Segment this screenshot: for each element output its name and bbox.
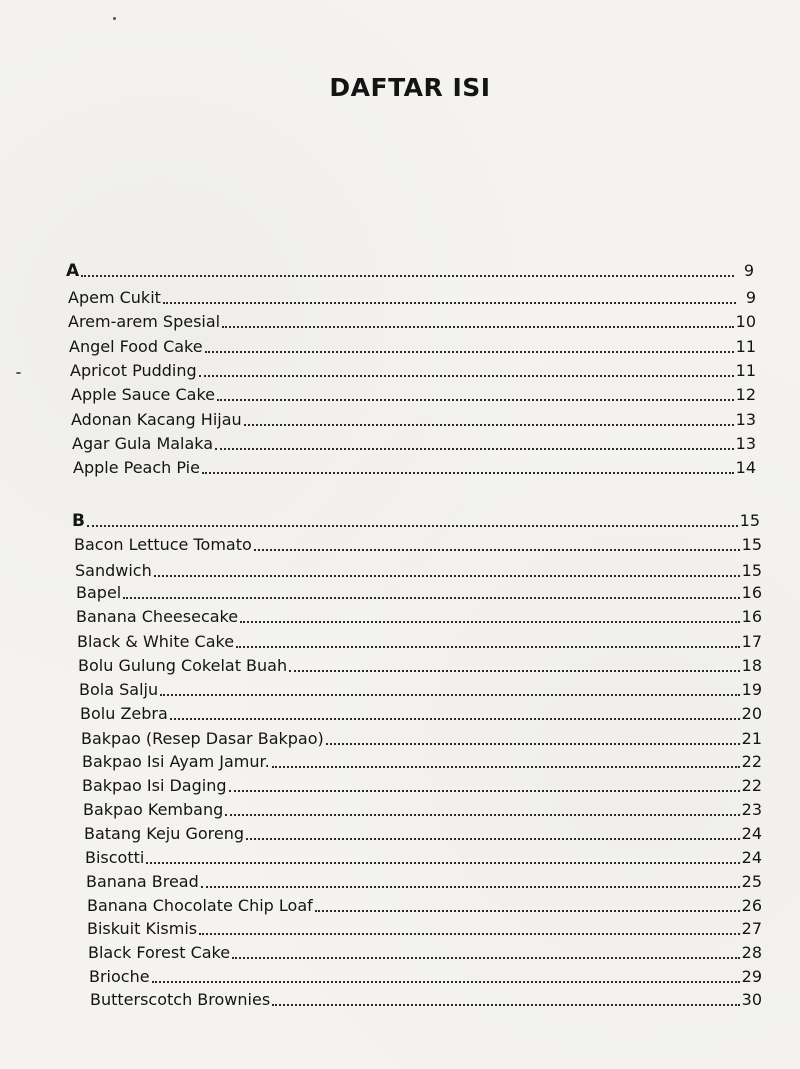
toc-page-number: 24 <box>741 824 762 843</box>
dot-leader <box>326 743 740 745</box>
toc-entry <box>90 987 762 1009</box>
toc-entry <box>72 431 756 453</box>
dot-leader <box>315 910 740 912</box>
dot-leader <box>87 525 738 527</box>
toc-page-number: 19 <box>741 680 762 699</box>
toc-entry-label: Banana Bread <box>86 872 199 891</box>
toc-page-number: 29 <box>741 967 762 986</box>
toc-page-number: 21 <box>741 729 762 748</box>
toc-page-number: 15 <box>741 561 762 580</box>
toc-entry <box>88 940 762 962</box>
toc-entry <box>75 558 762 580</box>
toc-page-number: 13 <box>735 410 756 429</box>
toc-entry <box>87 893 762 915</box>
toc-page-number: 14 <box>735 458 756 477</box>
toc-entry-label: A <box>66 261 80 281</box>
toc-page-number: 30 <box>741 990 762 1009</box>
toc-entry <box>84 821 762 843</box>
toc-entry <box>71 382 756 404</box>
toc-entry-label: Bacon Lettuce Tomato <box>74 535 252 554</box>
toc-page-number: 9 <box>743 261 754 280</box>
toc-entry <box>86 869 762 891</box>
toc-entry-label: Bakpao Kembang <box>83 800 224 819</box>
toc-entry-label: Apricot Pudding <box>70 361 197 380</box>
toc-entry <box>79 677 762 699</box>
toc-page-number: 16 <box>741 583 762 602</box>
toc-entry <box>71 407 756 429</box>
dot-leader <box>152 981 740 983</box>
dot-leader <box>201 886 740 888</box>
toc-page-number: 22 <box>741 776 762 795</box>
page-title: DAFTAR ISI <box>329 73 491 102</box>
dot-leader <box>205 351 734 353</box>
toc-entry <box>85 845 762 867</box>
toc-entry-label: Batang Keju Goreng <box>84 824 245 843</box>
dot-leader <box>81 275 734 277</box>
toc-entry-label: Bolu Gulung Cokelat Buah <box>78 656 288 675</box>
toc-entry <box>78 653 762 675</box>
toc-entry-label: Apem Cukit <box>68 288 161 307</box>
toc-entry <box>73 455 756 477</box>
dot-leader <box>154 575 740 577</box>
toc-entry-label: Bolu Zebra <box>80 704 168 723</box>
toc-entry-label: Bakpao Isi Ayam Jamur. <box>82 752 270 771</box>
toc-entry <box>76 580 762 602</box>
toc-page-number: 15 <box>739 511 760 530</box>
toc-entry <box>76 604 762 626</box>
toc-page-number: 9 <box>745 288 756 307</box>
toc-entry-label: Arem-arem Spesial <box>68 312 221 331</box>
toc-page-number: 26 <box>741 896 762 915</box>
toc-entry-label: Banana Cheesecake <box>76 607 239 626</box>
dot-leader <box>170 718 740 720</box>
dot-leader <box>215 448 734 450</box>
dot-leader <box>236 646 740 648</box>
toc-section-heading <box>66 258 754 280</box>
toc-entry <box>83 797 762 819</box>
toc-entry-label: Brioche <box>89 967 150 986</box>
toc-entry <box>82 749 762 771</box>
dot-leader <box>272 1004 739 1006</box>
toc-entry <box>81 726 762 748</box>
dot-leader <box>229 790 740 792</box>
dot-leader <box>199 375 734 377</box>
toc-entry <box>80 701 762 723</box>
toc-entry <box>77 629 762 651</box>
toc-page-number: 24 <box>741 848 762 867</box>
dot-leader <box>254 549 740 551</box>
toc-section-heading <box>72 508 760 530</box>
dot-leader <box>244 424 734 426</box>
paper-speck <box>16 372 21 374</box>
toc-entry-label: B <box>72 511 85 531</box>
dot-leader <box>123 597 739 599</box>
dot-leader <box>202 472 734 474</box>
toc-entry-label: Apple Peach Pie <box>73 458 200 477</box>
toc-page-number: 25 <box>741 872 762 891</box>
toc-page-number: 20 <box>741 704 762 723</box>
toc-entry-label: Bakpao Isi Daging <box>82 776 227 795</box>
toc-entry-label: Bakpao (Resep Dasar Bakpao) <box>81 729 324 748</box>
paper-speck <box>113 17 116 20</box>
dot-leader <box>232 957 740 959</box>
toc-entry-label: Butterscotch Brownies <box>90 990 271 1009</box>
toc-page-number: 22 <box>741 752 762 771</box>
dot-leader <box>222 326 734 328</box>
toc-entry <box>68 285 756 307</box>
toc-entry <box>89 964 762 986</box>
dot-leader <box>240 621 740 623</box>
toc-page-number: 17 <box>741 632 762 651</box>
dot-leader <box>272 766 740 768</box>
toc-entry <box>68 309 756 331</box>
toc-page-number: 12 <box>735 385 756 404</box>
toc-page-number: 28 <box>741 943 762 962</box>
dot-leader <box>225 814 739 816</box>
toc-page-number: 10 <box>735 312 756 331</box>
dot-leader <box>160 694 740 696</box>
toc-entry-label: Sandwich <box>75 561 152 580</box>
toc-entry-label: Bapel <box>76 583 122 602</box>
toc-entry-label: Adonan Kacang Hijau <box>71 410 242 429</box>
toc-entry <box>69 334 756 356</box>
toc-entry <box>87 916 762 938</box>
toc-page-number: 27 <box>741 919 762 938</box>
dot-leader <box>217 399 734 401</box>
toc-entry <box>74 532 762 554</box>
dot-leader <box>246 838 740 840</box>
toc-entry-label: Banana Chocolate Chip Loaf <box>87 896 313 915</box>
dot-leader <box>146 862 739 864</box>
toc-page-number: 16 <box>741 607 762 626</box>
toc-entry-label: Agar Gula Malaka <box>72 434 214 453</box>
toc-page-number: 15 <box>741 535 762 554</box>
toc-entry-label: Apple Sauce Cake <box>71 385 215 404</box>
toc-entry <box>82 773 762 795</box>
toc-entry-label: Black & White Cake <box>77 632 235 651</box>
dot-leader <box>289 670 740 672</box>
toc-page-number: 13 <box>735 434 756 453</box>
toc-page-number: 11 <box>735 337 756 356</box>
toc-page-number: 23 <box>741 800 762 819</box>
toc-entry <box>70 358 756 380</box>
toc-entry-label: Black Forest Cake <box>88 943 231 962</box>
toc-page-number: 18 <box>741 656 762 675</box>
toc-entry-label: Biscotti <box>85 848 145 867</box>
toc-entry-label: Biskuit Kismis <box>87 919 198 938</box>
toc-entry-label: Bola Salju <box>79 680 159 699</box>
toc-page-number: 11 <box>735 361 756 380</box>
toc-entry-label: Angel Food Cake <box>69 337 203 356</box>
dot-leader <box>163 302 736 304</box>
dot-leader <box>199 933 740 935</box>
